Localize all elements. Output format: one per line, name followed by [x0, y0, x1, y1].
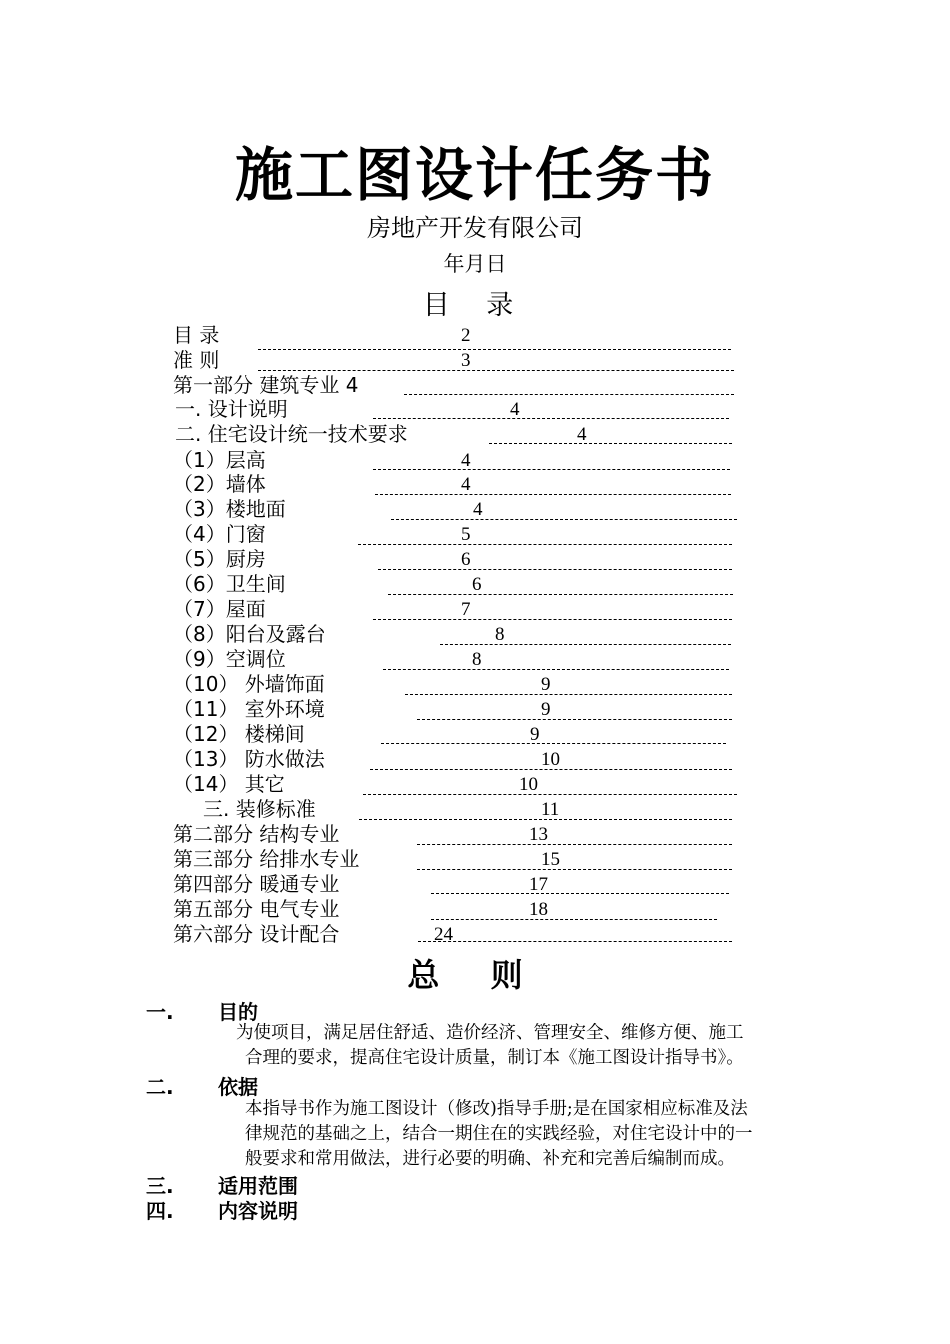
toc-leader — [440, 644, 731, 645]
toc-leader — [373, 619, 732, 620]
toc-entry[interactable] — [0, 622, 950, 647]
toc-leader — [489, 443, 732, 444]
toc-entry-label: （14） 其它 — [173, 772, 285, 796]
toc-entry-page: 6 — [472, 574, 482, 595]
toc-entry-label: 第四部分 暖通专业 — [173, 872, 340, 896]
toc-entry[interactable] — [0, 323, 950, 348]
toc-leader — [373, 418, 729, 419]
toc-entry-page: 4 — [510, 399, 520, 420]
toc-entry[interactable] — [0, 373, 950, 398]
company-name: 房地产开发有限公司 — [367, 214, 583, 242]
section-number: 三. — [146, 1174, 174, 1198]
toc-entry[interactable] — [0, 472, 950, 497]
toc-entry-page: 4 — [577, 424, 587, 445]
toc-entry-label: （8）阳台及露台 — [173, 622, 326, 646]
toc-leader — [378, 569, 732, 570]
toc-entry[interactable] — [0, 847, 950, 872]
toc-entry-page: 24 — [434, 924, 453, 945]
toc-entry[interactable] — [0, 922, 950, 947]
toc-leader — [418, 941, 732, 942]
toc-entry-page: 9 — [541, 674, 551, 695]
paragraph-line: 律规范的基础之上，结合一期住在的实践经验，对住宅设计中的一 — [245, 1124, 753, 1144]
paragraph-line: 般要求和常用做法，进行必要的明确、补充和完善后编制而成。 — [245, 1149, 735, 1169]
toc-leader — [405, 694, 732, 695]
toc-entry-label: （7）屋面 — [173, 597, 266, 621]
toc-entry-label: 第一部分 建筑专业 4 — [173, 373, 359, 397]
toc-entry-page: 10 — [519, 774, 538, 795]
toc-entry-page: 2 — [461, 325, 471, 346]
toc-entry[interactable] — [0, 397, 950, 422]
toc-entry-page: 3 — [461, 350, 471, 371]
toc-entry-page: 9 — [541, 699, 551, 720]
toc-entry[interactable] — [0, 348, 950, 373]
toc-entry-label: 第五部分 电气专业 — [173, 897, 340, 921]
toc-entry[interactable] — [0, 897, 950, 922]
paragraph-line: 合理的要求，提高住宅设计质量，制订本《施工图设计指导书》。 — [245, 1048, 744, 1068]
toc-entry[interactable] — [0, 597, 950, 622]
paragraph-line: 为使项目，满足居住舒适、造价经济、管理安全、维修方便、施工 — [236, 1023, 744, 1043]
toc-entry[interactable] — [0, 747, 950, 772]
section-heading: 适用范围 — [218, 1174, 298, 1198]
toc-entry[interactable] — [0, 697, 950, 722]
toc-entry-label: 目 录 — [173, 323, 220, 347]
section-number: 二. — [146, 1075, 174, 1099]
toc-entry-page: 8 — [495, 624, 505, 645]
section-title: 总 则 — [407, 956, 543, 994]
toc-leader — [388, 594, 733, 595]
toc-heading: 目 录 — [422, 290, 528, 321]
toc-leader — [375, 494, 731, 495]
toc-entry[interactable] — [0, 448, 950, 473]
toc-entry-label: （2）墙体 — [173, 472, 266, 496]
toc-entry[interactable] — [0, 572, 950, 597]
toc-entry[interactable] — [0, 672, 950, 697]
toc-entry-label: （13） 防水做法 — [173, 747, 325, 771]
toc-entry-label: 第六部分 设计配合 — [173, 922, 340, 946]
toc-entry-label: （1）层高 — [173, 448, 266, 472]
toc-leader — [358, 544, 732, 545]
toc-entry-page: 4 — [461, 450, 471, 471]
toc-entry-label: （3）楼地面 — [173, 497, 286, 521]
toc-entry-label: （9）空调位 — [173, 647, 286, 671]
section-heading: 依据 — [218, 1075, 258, 1099]
toc-entry-label: 第三部分 给排水专业 — [173, 847, 360, 871]
section-heading: 目的 — [218, 1000, 258, 1024]
document-date: 年月日 — [443, 252, 507, 276]
toc-entry[interactable] — [0, 872, 950, 897]
toc-entry[interactable] — [0, 497, 950, 522]
toc-entry[interactable] — [0, 797, 950, 822]
toc-entry-page: 9 — [530, 724, 540, 745]
toc-leader — [373, 469, 730, 470]
toc-leader — [391, 519, 737, 520]
document-title: 施工图设计任务书 — [234, 141, 715, 209]
toc-entry-page: 11 — [541, 799, 560, 820]
toc-entry-label: （11） 室外环境 — [173, 697, 325, 721]
toc-entry[interactable] — [0, 422, 950, 447]
toc-entry-label: 第二部分 结构专业 — [173, 822, 340, 846]
toc-entry[interactable] — [0, 772, 950, 797]
section-number: 一. — [146, 1000, 174, 1024]
toc-leader — [417, 719, 732, 720]
toc-entry[interactable] — [0, 647, 950, 672]
toc-leader — [381, 743, 726, 744]
toc-entry-page: 4 — [461, 474, 471, 495]
toc-leader — [363, 794, 737, 795]
toc-entry-page: 18 — [529, 899, 548, 920]
toc-entry[interactable] — [0, 547, 950, 572]
toc-leader — [431, 919, 717, 920]
toc-entry-page: 4 — [473, 499, 483, 520]
toc-entry-page: 10 — [541, 749, 560, 770]
toc-entry-label: （5）厨房 — [173, 547, 266, 571]
toc-entry-label: （10） 外墙饰面 — [173, 672, 325, 696]
toc-entry[interactable] — [0, 522, 950, 547]
toc-entry-label: （4）门窗 — [173, 522, 266, 546]
toc-entry-label: （12） 楼梯间 — [173, 722, 305, 746]
toc-entry[interactable] — [0, 722, 950, 747]
toc-entry-page: 5 — [461, 524, 471, 545]
toc-leader — [383, 669, 729, 670]
toc-leader — [431, 893, 729, 894]
toc-leader — [404, 394, 734, 395]
toc-leader — [417, 844, 732, 845]
toc-entry-label: 二. 住宅设计统一技术要求 — [175, 422, 408, 446]
toc-leader — [417, 869, 732, 870]
toc-entry-page: 17 — [529, 874, 548, 895]
toc-entry-label: 三. 装修标准 — [203, 797, 316, 821]
toc-entry[interactable] — [0, 822, 950, 847]
toc-entry-page: 15 — [541, 849, 560, 870]
toc-entry-page: 7 — [461, 599, 471, 620]
section-heading: 内容说明 — [218, 1199, 298, 1223]
toc-entry-page: 8 — [472, 649, 482, 670]
toc-entry-page: 6 — [461, 549, 471, 570]
toc-entry-label: （6）卫生间 — [173, 572, 286, 596]
section-number: 四. — [146, 1199, 174, 1223]
toc-leader — [258, 370, 734, 371]
toc-entry-label: 准 则 — [173, 348, 220, 372]
toc-entry-label: 一. 设计说明 — [175, 397, 288, 421]
paragraph-line: 本指导书作为施工图设计（修改)指导手册;是在国家相应标准及法 — [245, 1099, 748, 1119]
toc-entry-page: 13 — [529, 824, 548, 845]
